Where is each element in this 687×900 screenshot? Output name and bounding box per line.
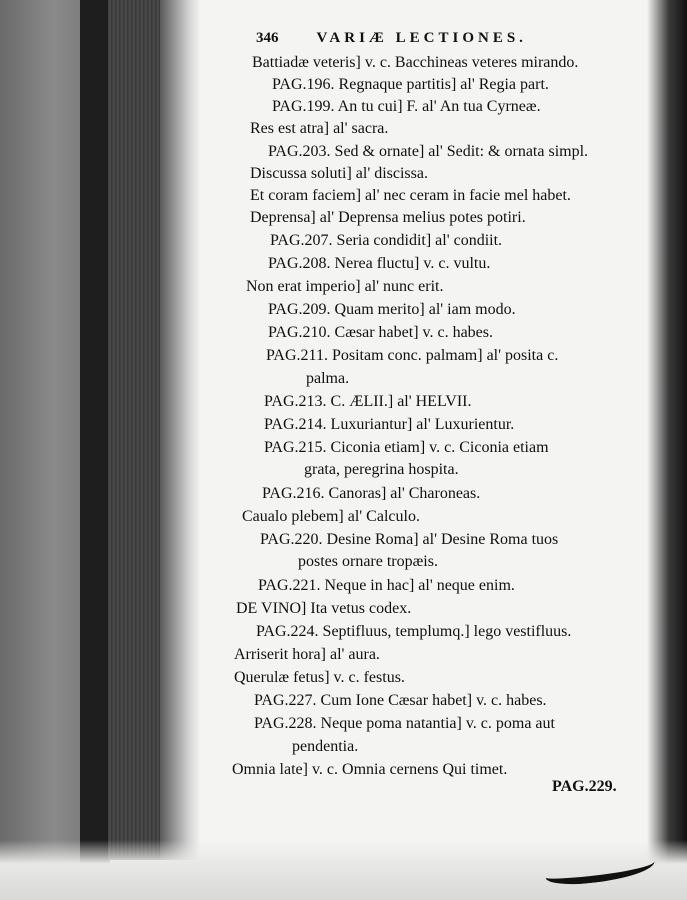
text-line: postes ornare tropæis. bbox=[298, 553, 438, 570]
page-stack-edges bbox=[108, 0, 168, 860]
text-line: PAG.221. Neque in hac] al' neque enim. bbox=[258, 577, 515, 594]
text-line: PAG.196. Regnaque partitis] al' Regia part. bbox=[272, 76, 549, 93]
text-line: Deprensa] al' Deprensa melius potes potiri. bbox=[250, 209, 526, 226]
text-line: PAG.228. Neque poma natantia] v. c. poma aut bbox=[254, 715, 555, 732]
text-line: Battiadæ veteris] v. c. Bacchineas veteres mirando. bbox=[252, 54, 579, 71]
text-line: PAG.209. Quam merito] al' iam modo. bbox=[268, 301, 516, 318]
text-line: Querulæ fetus] v. c. festus. bbox=[234, 669, 405, 686]
text-line: PAG.214. Luxuriantur] al' Luxurientur. bbox=[264, 416, 515, 433]
text-line: PAG.208. Nerea fluctu] v. c. vultu. bbox=[268, 255, 491, 272]
text-line: PAG.203. Sed & ornate] al' Sedit: & ornata simpl. bbox=[268, 143, 589, 160]
running-header bbox=[256, 30, 666, 52]
text-line: Caualo plebem] al' Calculo. bbox=[242, 508, 420, 525]
text-line: PAG.199. An tu cui] F. al' An tua Cyrneæ. bbox=[272, 98, 541, 115]
text-line: Et coram faciem] al' nec ceram in facie mel habet. bbox=[250, 187, 571, 204]
text-line: DE VINO] Ita vetus codex. bbox=[236, 600, 412, 617]
text-line: pendentia. bbox=[292, 738, 359, 755]
book-edge-shadow bbox=[80, 0, 110, 900]
running-title: VARIÆ LECTIONES. bbox=[316, 30, 527, 46]
text-line: PAG.207. Seria condidit] al' condiit. bbox=[270, 232, 503, 249]
text-line: grata, peregrina hospita. bbox=[304, 461, 459, 478]
text-line: Non erat imperio] al' nunc erit. bbox=[246, 278, 444, 295]
text-line: PAG.215. Ciconia etiam] v. c. Ciconia etiam bbox=[264, 439, 549, 456]
text-line: PAG.224. Septifluus, templumq.] lego vestifluus. bbox=[256, 623, 572, 640]
scan-background-left bbox=[0, 0, 90, 900]
text-line: PAG.220. Desine Roma] al' Desine Roma tuos bbox=[260, 531, 559, 548]
text-line: PAG.216. Canoras] al' Charoneas. bbox=[262, 485, 481, 502]
catchword: PAG.229. bbox=[552, 778, 617, 795]
text-line: Discussa soluti] al' discissa. bbox=[250, 165, 428, 182]
text-line: PAG.213. C. ÆLII.] al' HELVII. bbox=[264, 393, 472, 410]
text-line: Arriserit hora] al' aura. bbox=[234, 646, 380, 663]
text-line: palma. bbox=[306, 370, 350, 387]
text-line: Res est atra] al' sacra. bbox=[250, 120, 389, 137]
text-line: PAG.210. Cæsar habet] v. c. habes. bbox=[268, 324, 494, 341]
scan-background-right bbox=[647, 0, 687, 900]
text-line: PAG.227. Cum Ione Cæsar habet] v. c. habes. bbox=[254, 692, 547, 709]
text-line: Omnia late] v. c. Omnia cernens Qui timet. bbox=[232, 761, 508, 778]
gutter-shadow bbox=[160, 0, 200, 860]
text-line: PAG.211. Positam conc. palmam] al' posita c. bbox=[266, 347, 559, 364]
page-number: 346 bbox=[256, 30, 279, 46]
